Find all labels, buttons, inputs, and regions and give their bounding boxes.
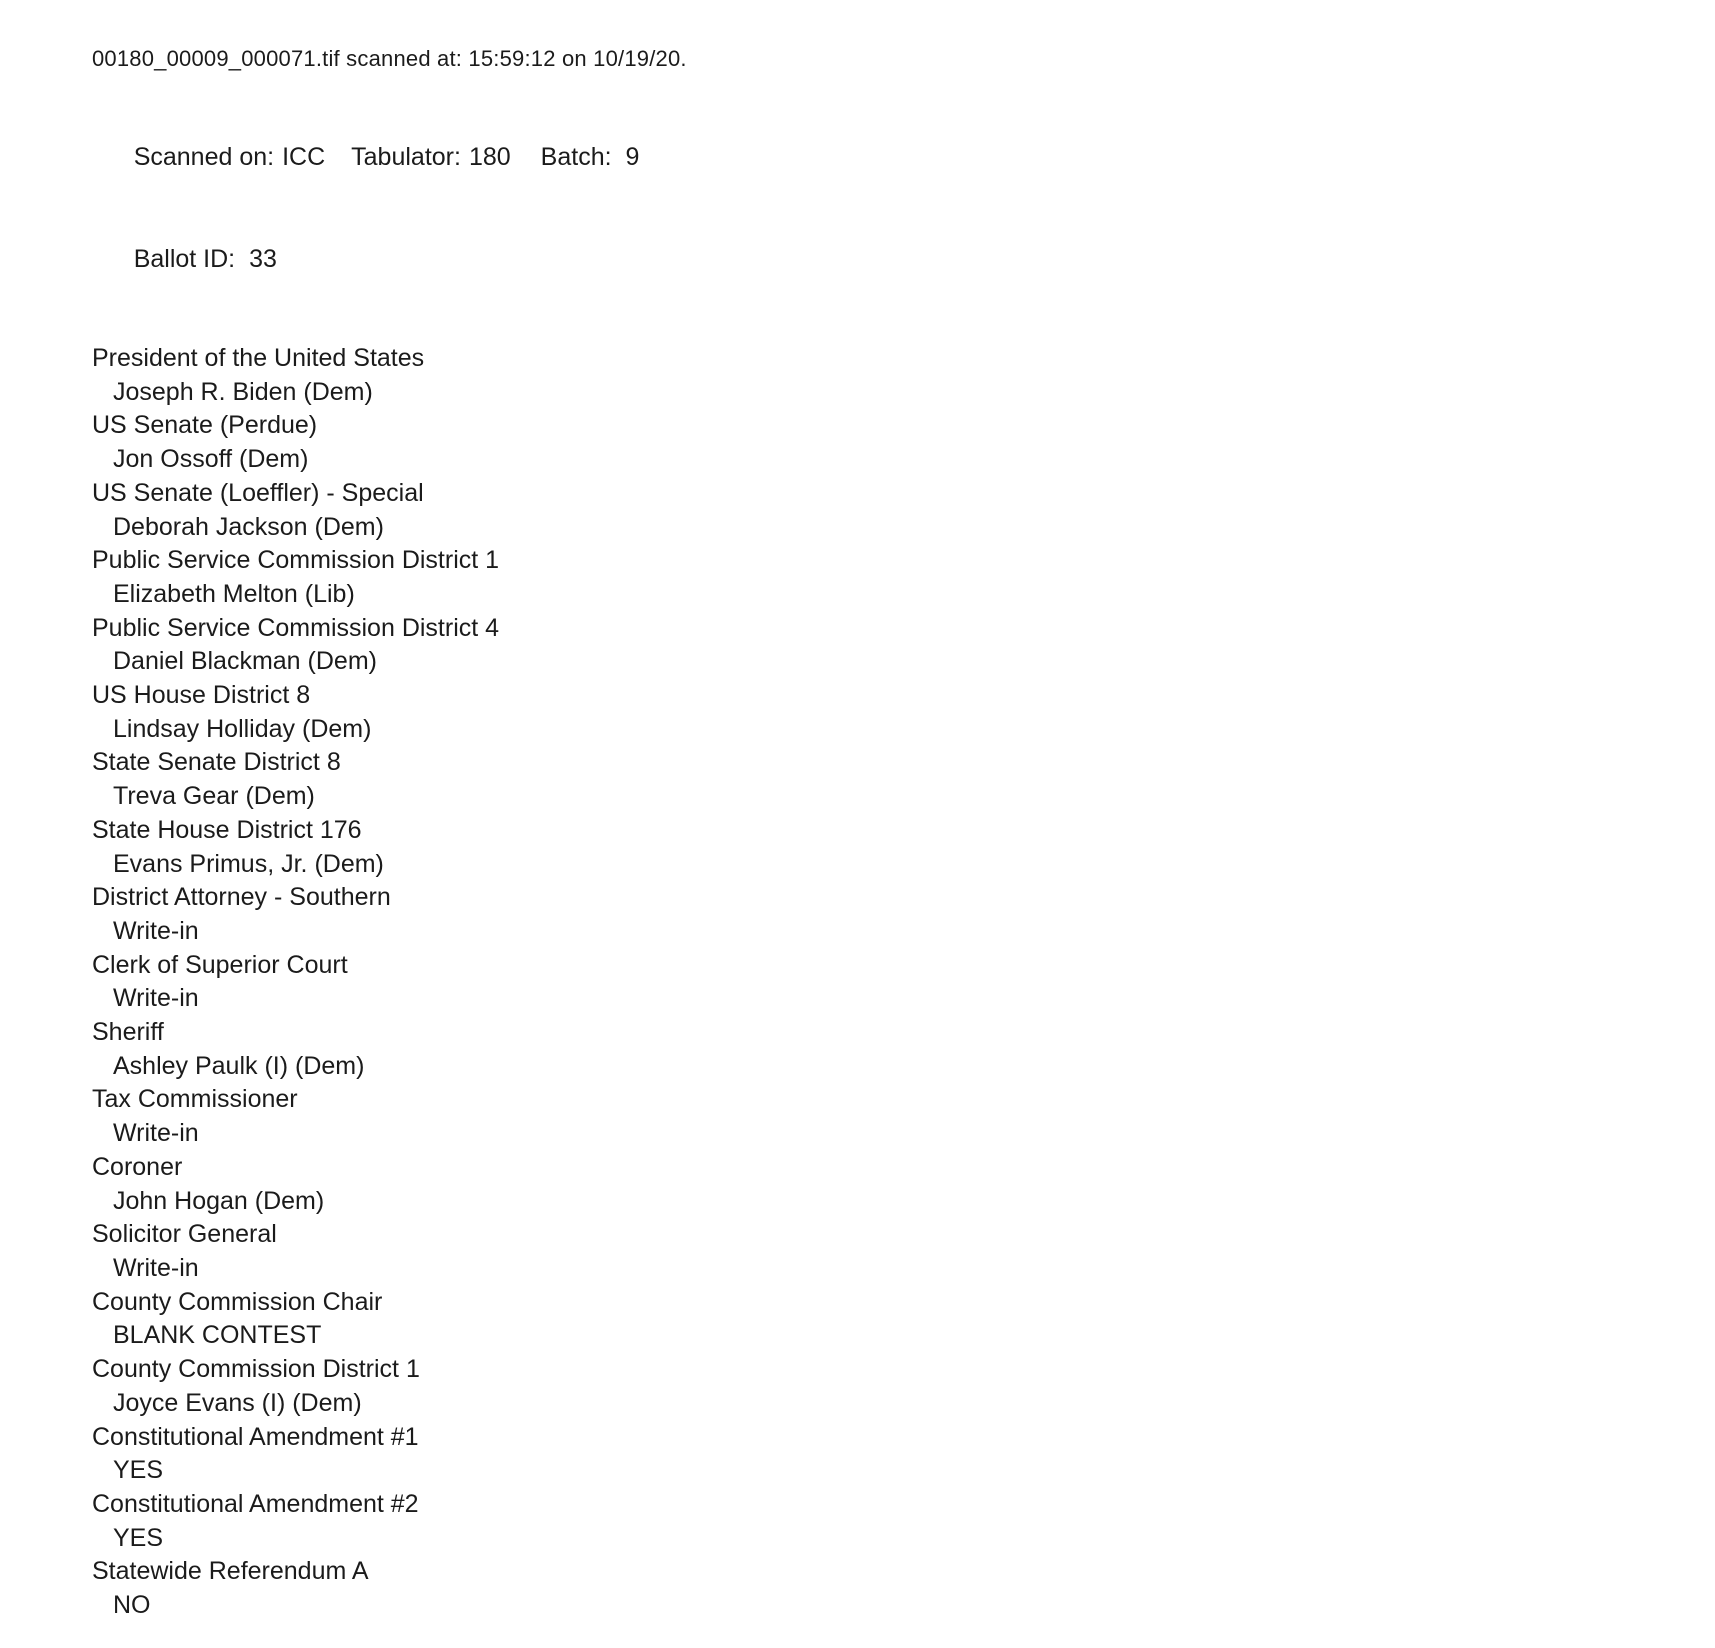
contest-selection: Daniel Blackman (Dem) — [113, 647, 377, 676]
contest-title: Coroner — [92, 1152, 183, 1181]
contest-selection: Treva Gear (Dem) — [113, 782, 315, 811]
tabulator-label: Tabulator: — [351, 143, 461, 171]
tabulator-group — [351, 143, 511, 171]
contest-list — [92, 342, 1675, 1623]
contest-row — [92, 1218, 1675, 1285]
contest-selection: Elizabeth Melton (Lib) — [113, 579, 355, 608]
contest-row — [92, 746, 1675, 813]
contest-title: Clerk of Superior Court — [92, 950, 348, 979]
contest-row — [92, 1151, 1675, 1218]
contest-title: President of the United States — [92, 344, 425, 372]
contest-selection: Ashley Paulk (I) (Dem) — [113, 1051, 365, 1080]
contest-row — [92, 1421, 1675, 1488]
scanned-on-label: Scanned on: — [133, 143, 275, 171]
batch-group — [541, 143, 640, 171]
contest-title: State House District 176 — [92, 815, 362, 844]
contest-selection: Lindsay Holliday (Dem) — [113, 714, 372, 743]
contest-row — [92, 881, 1675, 948]
contest-title: County Commission District 1 — [92, 1355, 420, 1384]
ballot-id-line — [92, 208, 1675, 310]
contest-title: District Attorney - Southern — [92, 883, 391, 912]
contest-selection: Write-in — [113, 916, 199, 945]
batch-label: Batch: — [540, 143, 612, 171]
contest-row — [92, 1286, 1675, 1353]
contest-selection: Joseph R. Biden (Dem) — [113, 377, 373, 406]
contest-selection: John Hogan (Dem) — [113, 1186, 325, 1215]
contest-selection: YES — [113, 1456, 164, 1485]
contest-selection: Deborah Jackson (Dem) — [113, 512, 384, 541]
scanned-on-value: ICC — [282, 143, 326, 171]
contest-row — [92, 477, 1675, 544]
contest-title: State Senate District 8 — [92, 748, 341, 777]
contest-selection: Evans Primus, Jr. (Dem) — [113, 849, 384, 878]
ballot-id-label: Ballot ID: — [133, 245, 236, 273]
contest-title: Constitutional Amendment #1 — [92, 1422, 419, 1451]
ballot-id-value: 33 — [249, 245, 277, 273]
contest-selection: YES — [113, 1523, 164, 1552]
contest-row — [92, 1083, 1675, 1150]
contest-row — [92, 1488, 1675, 1555]
contest-selection: Write-in — [113, 1119, 199, 1148]
contest-row — [92, 1555, 1675, 1622]
scan-file-line: 00180_00009_000071.tif scanned at: 15:59:12 on 10/19/20. — [92, 46, 687, 71]
contest-row — [92, 679, 1675, 746]
contest-row — [92, 544, 1675, 611]
contest-row — [92, 342, 1675, 409]
contest-row — [92, 1016, 1675, 1083]
contest-title: Constitutional Amendment #2 — [92, 1489, 419, 1518]
contest-title: US House District 8 — [92, 681, 311, 710]
contest-selection: Jon Ossoff (Dem) — [113, 445, 309, 474]
contest-title: County Commission Chair — [92, 1287, 383, 1316]
tabulator-value: 180 — [468, 143, 511, 171]
contest-selection: Write-in — [113, 1253, 199, 1282]
contest-selection: BLANK CONTEST — [113, 1321, 322, 1350]
contest-row — [92, 814, 1675, 881]
contest-selection: NO — [113, 1591, 151, 1620]
scan-meta — [92, 106, 1675, 310]
contest-selection: Write-in — [113, 984, 199, 1013]
contest-title: Public Service Commission District 4 — [92, 613, 500, 642]
contest-row — [92, 612, 1675, 679]
scanned-on-group — [134, 143, 325, 171]
contest-row — [92, 409, 1675, 476]
contest-title: Tax Commissioner — [92, 1085, 298, 1114]
contest-title: US Senate (Perdue) — [92, 411, 318, 440]
contest-title: US Senate (Loeffler) - Special — [92, 478, 424, 507]
contest-title: Sheriff — [92, 1018, 164, 1047]
scanner-info-line — [92, 106, 1675, 208]
contest-title: Statewide Referendum A — [92, 1557, 369, 1586]
contest-title: Solicitor General — [92, 1220, 277, 1249]
contest-selection: Joyce Evans (I) (Dem) — [113, 1388, 362, 1417]
contest-row — [92, 1353, 1675, 1420]
contest-title: Public Service Commission District 1 — [92, 546, 500, 575]
contest-row — [92, 949, 1675, 1016]
batch-value: 9 — [625, 143, 640, 171]
